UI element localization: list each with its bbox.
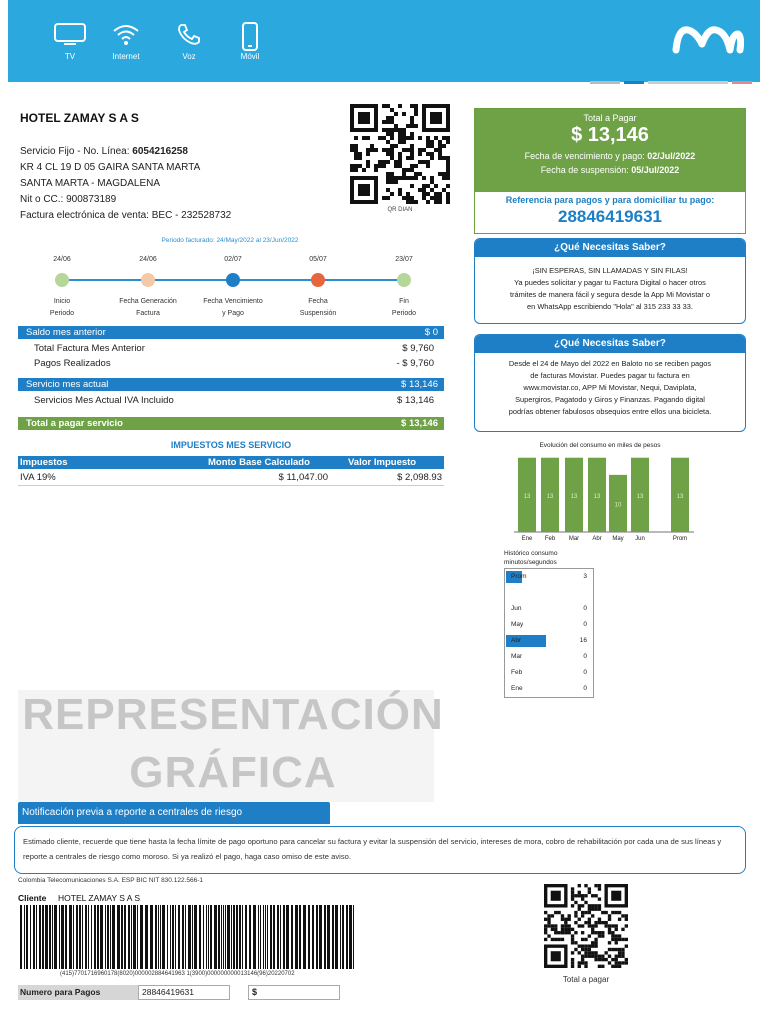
total-a-pagar-label: Total a pagar: [562, 975, 610, 984]
timeline-label-line-2: y Pago: [222, 310, 244, 317]
history-month: Abr: [511, 637, 522, 644]
address-line-1: KR 4 CL 19 D 05 GAIRA SANTA MARTA: [20, 162, 201, 173]
chart-data-label: 13: [593, 493, 601, 500]
suspension-date-line: [475, 165, 745, 175]
tv-service: [44, 22, 96, 61]
total-factura-anterior-value: $ 9,760: [402, 343, 434, 354]
total-amount: $ 13,146: [571, 124, 649, 146]
chart-data-label: 13: [636, 493, 644, 500]
servicio-mes-actual-value: $ 13,146: [401, 379, 438, 390]
internet-service: [100, 22, 152, 61]
cliente-value: HOTEL ZAMAY S A S: [58, 893, 141, 903]
tax-row-value: $ 2,098.93: [397, 472, 442, 483]
due-date-label: Fecha de vencimiento y pago:: [524, 151, 645, 161]
chart-data-label: 13: [546, 493, 554, 500]
total-servicio-label: Total a pagar servicio: [26, 418, 123, 429]
timeline-date: 24/06: [53, 256, 71, 263]
total-servicio-value: $ 13,146: [401, 418, 438, 429]
mobile-icon: [239, 22, 261, 52]
taxes-title: IMPUESTOS MES SERVICIO: [170, 440, 292, 450]
cliente-label: Cliente: [18, 893, 47, 903]
total-summary: [475, 109, 745, 192]
timeline-label: [108, 296, 188, 320]
barcode-digits: (415)7701716960178(8020)000002884641963 1(3900)000000000013146(96)20220702: [60, 971, 295, 977]
history-value: 0: [583, 621, 587, 628]
history-title-line-1: Histórico consumo: [504, 550, 558, 557]
tax-col-base: Monto Base Calculado: [208, 457, 310, 468]
chart-data-label: 10: [614, 502, 622, 509]
chart-tick-label: Prom: [672, 536, 688, 542]
notification-title: Notificación previa a reporte a centrales de riesgo: [18, 802, 330, 824]
info-box-digital: [474, 238, 746, 324]
servicio-mes-actual-bar: [18, 378, 444, 391]
suspension-date-label: Fecha de suspensión:: [540, 165, 629, 175]
history-value: 0: [583, 685, 587, 692]
total-factura-anterior-label: Total Factura Mes Anterior: [34, 343, 145, 354]
history-title-line-2: minutos/segundos: [504, 559, 557, 566]
history-value: 0: [583, 653, 587, 660]
history-month: Ene: [511, 685, 523, 692]
chart-data-label: 13: [570, 493, 578, 500]
timeline-date: 24/06: [139, 256, 157, 263]
history-value: 0: [583, 669, 587, 676]
voz-service: [163, 22, 215, 61]
history-value: 3: [583, 573, 587, 580]
servicio-mes-actual-label: Servicio mes actual: [26, 379, 109, 390]
qr-dian-code: [350, 104, 450, 204]
suspension-date-value: 05/Jul/2022: [631, 165, 680, 175]
chart-tick-label: Mar: [568, 536, 580, 542]
due-date-value: 02/Jul/2022: [647, 151, 696, 161]
payment-qr-code: [544, 884, 628, 968]
numero-pagos-value: 28846419631: [138, 985, 230, 1000]
timeline-label: [364, 296, 444, 320]
company-info: Colombia Telecomunicaciones S.A. ESP BIC NIT 830.122.566-1: [18, 877, 203, 884]
info-baloto-line: de facturas Movistar. Puedes pagar tu factura en: [530, 371, 690, 380]
watermark: [18, 688, 448, 800]
qr-dian-label: QR DIAN: [387, 207, 413, 213]
nit-line: Nit o CC.: 900873189: [20, 194, 117, 205]
servicios-iva-value: $ 13,146: [397, 395, 434, 406]
timeline-label-line-1: Fin: [399, 298, 409, 305]
tax-col-impuestos: Impuestos: [20, 457, 68, 468]
info-box-digital-body: [475, 257, 745, 313]
info-digital-line: trámites de manera fácil y segura desde la App Mi Movistar o: [509, 290, 711, 299]
phone-icon: [176, 22, 202, 46]
service-line-number: 6054216258: [132, 146, 188, 157]
info-baloto-line: podrías obtener fabulosos obsequios entre ellos una bicicleta.: [508, 407, 712, 416]
wifi-icon: [111, 22, 141, 46]
info-baloto-line: www.movistar.co, APP Mi Movistar, Nequi, Daviplata,: [523, 383, 697, 392]
saldo-anterior-bar: [18, 326, 444, 339]
movil-service: [224, 22, 276, 61]
tv-icon: [53, 22, 87, 46]
header-bar: [8, 0, 760, 82]
info-baloto-line: Desde el 24 de Mayo del 2022 en Baloto no se reciben pagos: [508, 359, 712, 368]
chart-tick-label: Abr: [592, 536, 602, 542]
pagos-realizados-value: - $ 9,760: [396, 358, 434, 369]
history-title: [504, 549, 584, 567]
header-fineprint-logos: [590, 80, 756, 87]
history-value: 16: [579, 637, 587, 644]
consumption-chart: [470, 448, 710, 544]
payment-reference-label: Referencia para pagos y para domiciliar tu pago:: [505, 195, 715, 205]
info-box-baloto: [474, 334, 746, 432]
timeline-date: 05/07: [309, 256, 327, 263]
info-box-baloto-body: [475, 353, 745, 418]
watermark-line-2: GRÁFICA: [129, 748, 337, 797]
saldo-anterior-label: Saldo mes anterior: [26, 327, 106, 338]
chart-title: Evolución del consumo en miles de pesos: [539, 442, 661, 449]
invoice-line: Factura electrónica de venta: BEC - 232528732: [20, 210, 232, 221]
timeline-label-line-1: Fecha Vencimiento: [203, 298, 263, 305]
history-month: Jun: [511, 605, 522, 612]
timeline-label-line-1: Inicio: [53, 298, 71, 305]
total-title: Total a Pagar: [583, 113, 637, 123]
payment-barcode: [18, 905, 358, 969]
timeline-marker: [55, 273, 69, 287]
tax-col-valor: Valor Impuesto: [348, 457, 417, 468]
info-digital-line: en WhatsApp escribiendo "Hola" al 315 233 33 33.: [527, 302, 693, 311]
pagos-realizados-label: Pagos Realizados: [34, 358, 111, 369]
timeline-label-line-2: Periodo: [391, 310, 417, 317]
timeline-label-line-2: Periodo: [49, 310, 75, 317]
chart-tick-label: Feb: [544, 536, 556, 542]
timeline-label: [22, 296, 102, 320]
internet-label: Internet: [112, 52, 140, 61]
chart-tick-label: Jun: [635, 536, 645, 542]
timeline-marker: [226, 273, 240, 287]
watermark-line-1: REPRESENTACIÓN: [22, 690, 444, 739]
tax-row-base: $ 11,047.00: [278, 472, 328, 483]
servicios-iva-label: Servicios Mes Actual IVA Incluido: [34, 395, 174, 406]
timeline-label-line-2: Suspensión: [299, 310, 337, 317]
total-servicio-bar: [18, 417, 444, 430]
history-month: May: [511, 621, 524, 628]
history-month: Feb: [511, 669, 523, 676]
info-digital-line: Ya puedes solicitar y pagar tu Factura Digital o hacer otros: [514, 278, 706, 287]
movistar-logo: [672, 24, 744, 54]
timeline-marker: [311, 273, 325, 287]
customer-name: HOTEL ZAMAY S A S: [20, 111, 139, 125]
numero-pagos-label: Numero para Pagos: [18, 985, 138, 1000]
timeline-label-line-1: Fecha: [308, 298, 328, 305]
timeline-marker: [141, 273, 155, 287]
movil-label: Móvil: [240, 52, 260, 61]
taxes-header: [18, 456, 444, 469]
address-line-2: SANTA MARTA - MAGDALENA: [20, 178, 161, 189]
timeline-label-line-1: Fecha Generación: [119, 298, 177, 305]
voz-label: Voz: [182, 52, 196, 61]
chart-data-label: 13: [523, 493, 531, 500]
timeline-date: 02/07: [224, 256, 242, 263]
info-baloto-line: Supergiros, Pagatodo y Giros y Finanzas. Pagando digital: [515, 395, 705, 404]
taxes-divider: [18, 485, 444, 486]
service-line: [20, 146, 188, 157]
timeline-marker: [397, 273, 411, 287]
info-digital-line: ¡SIN ESPERAS, SIN LLAMADAS Y SIN FILAS!: [532, 266, 688, 275]
info-box-baloto-title: ¿Qué Necesitas Saber?: [475, 335, 745, 353]
total-to-pay-box: [474, 108, 746, 234]
timeline-label-line-2: Factura: [136, 310, 160, 317]
chart-tick-label: Ene: [521, 536, 533, 542]
saldo-anterior-value: $ 0: [424, 327, 438, 338]
history-month: Mar: [511, 653, 523, 660]
timeline-date: 23/07: [395, 256, 413, 263]
billing-period: Periodo facturado: 24/May/2022 al 23/Jun/2022: [161, 237, 299, 244]
history-value: 0: [583, 605, 587, 612]
tax-row-name: IVA 19%: [20, 472, 56, 483]
due-date-line: [475, 151, 745, 161]
payment-reference-number: 28846419631: [557, 207, 662, 226]
chart-data-label: 13: [676, 493, 684, 500]
timeline-label: [278, 296, 358, 320]
timeline-label: [193, 296, 273, 320]
info-box-digital-title: ¿Qué Necesitas Saber?: [475, 239, 745, 257]
chart-tick-label: May: [612, 536, 624, 542]
tv-label: TV: [64, 52, 76, 61]
service-line-label: Servicio Fijo - No. Línea:: [20, 146, 130, 157]
amount-field: $: [248, 985, 340, 1000]
history-month: Prom: [511, 573, 527, 580]
notification-text: Estimado cliente, recuerde que tiene hasta la fecha límite de pago oportuno para cancelar su factura y evitar la suspensión del servicio, intereses de mora, cobro de rehabilitación por cada una de sus líneas y reporte a centrales de riesgo como moroso. Si ya realizó el pago, haga caso omiso de este aviso.: [14, 826, 746, 874]
history-table: [504, 568, 594, 698]
